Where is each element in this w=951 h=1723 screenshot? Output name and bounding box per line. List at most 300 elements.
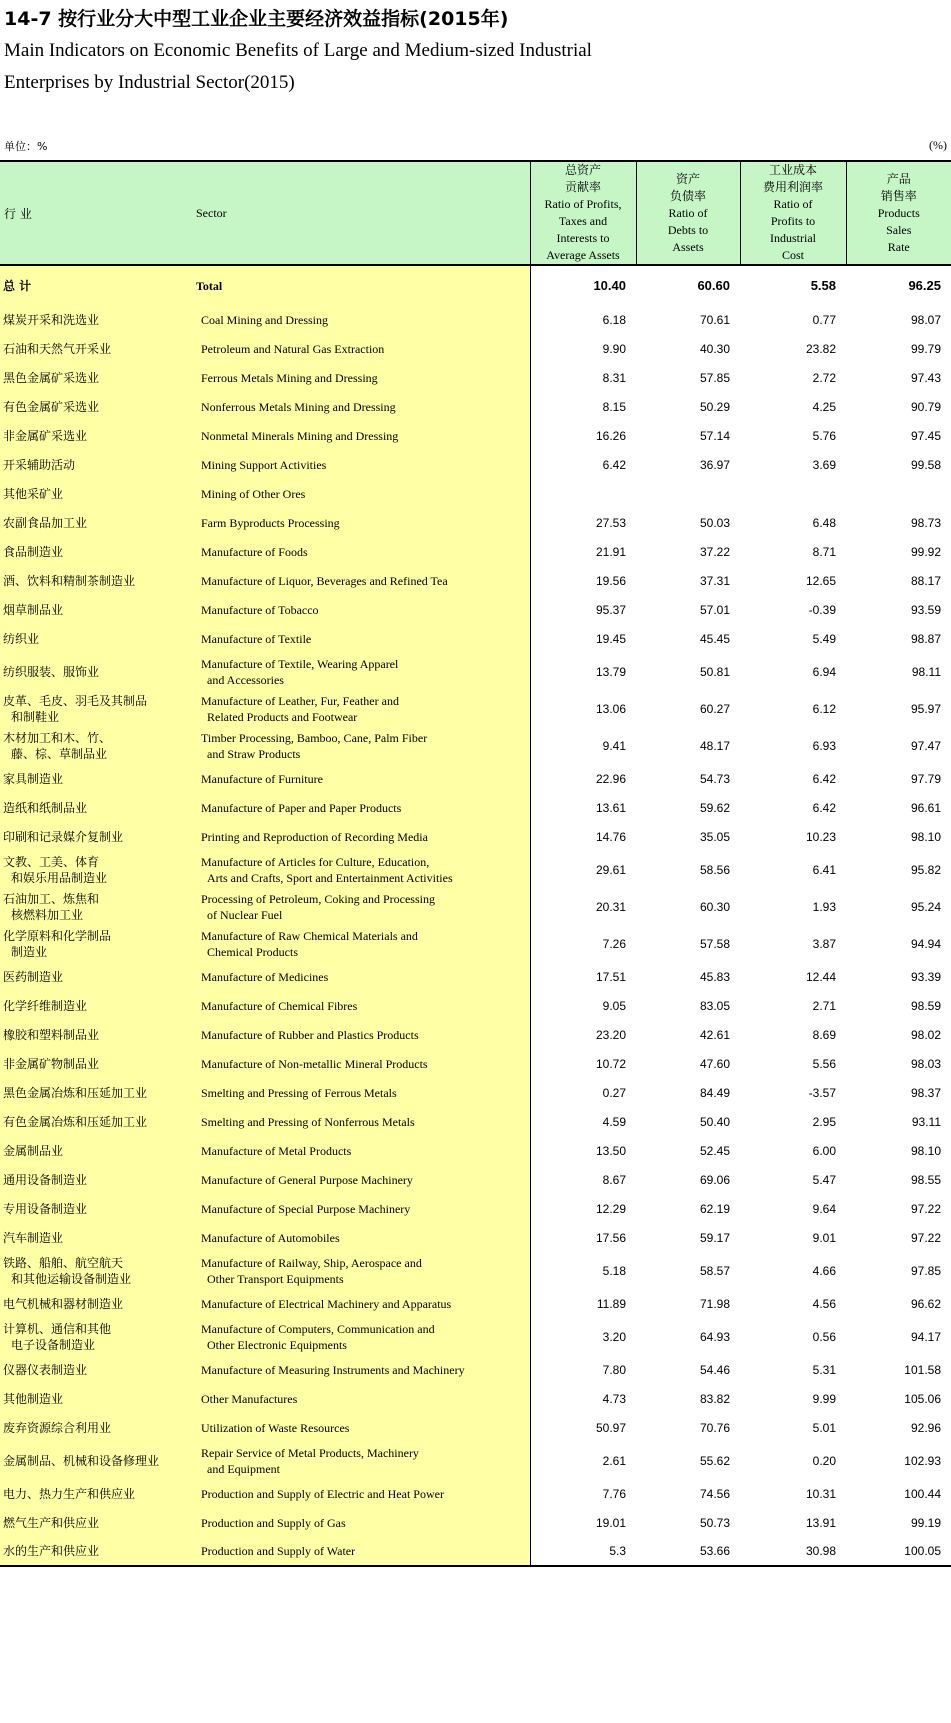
sector-name-en — [190, 851, 530, 888]
sector-name-en — [190, 1508, 530, 1537]
unit-label-cn: 单位：% — [4, 140, 48, 153]
industry-name-cn — [0, 1318, 190, 1355]
sector-name-en — [190, 624, 530, 653]
sales-rate-value: 92.96 — [910, 1420, 941, 1435]
sector-name-en-line: and Equipment — [207, 1461, 280, 1476]
sector-name-en — [190, 566, 530, 595]
total-assets-contribution-value: 7.76 — [602, 1486, 626, 1501]
debt-ratio-value: 50.81 — [699, 664, 730, 679]
industry-name-cn-line: 纺织业 — [3, 631, 40, 646]
sales-rate-value: 102.93 — [904, 1453, 941, 1468]
industry-name-cn-line: 藤、棕、草制品业 — [11, 746, 108, 761]
total-assets-contribution-value: 17.56 — [595, 1230, 626, 1245]
sector-name-en-line: Manufacture of Rubber and Plastics Products — [201, 1027, 419, 1042]
debt-ratio-value: 62.19 — [699, 1201, 730, 1216]
industry-name-cn — [0, 1442, 190, 1479]
total-assets-contribution-value: 7.80 — [602, 1362, 626, 1377]
sales-rate-value: 95.82 — [910, 862, 941, 877]
sector-name-en-line: Manufacture of Textile, Wearing Apparel — [201, 656, 399, 671]
industry-name-cn-line: 化学原料和化学制品 — [3, 928, 112, 943]
industry-name-cn-line: 医药制造业 — [3, 969, 64, 984]
cost-profit-ratio-value: 0.56 — [812, 1329, 836, 1344]
sector-name-en-line: Other Electronic Equipments — [207, 1337, 347, 1352]
sales-rate-value: 100.44 — [904, 1486, 941, 1501]
sales-rate-value: 97.43 — [910, 370, 941, 385]
sales-rate-value: 93.11 — [911, 1114, 941, 1129]
table-row — [0, 1355, 951, 1384]
industry-name-cn-line: 家具制造业 — [3, 771, 64, 786]
header-col2-en3: Assets — [672, 239, 704, 254]
industry-name-cn — [0, 1223, 190, 1252]
header-col4-cn2: 销售率 — [880, 188, 917, 203]
industry-name-cn-line: 电气机械和器材制造业 — [3, 1296, 124, 1311]
cost-profit-ratio-value: -0.39 — [808, 602, 836, 617]
industry-name-cn-line: 文教、工美、体育 — [3, 854, 100, 869]
sector-name-en-line: Manufacture of Tobacco — [201, 602, 319, 617]
total-assets-contribution-value: 14.76 — [595, 829, 626, 844]
industry-name-cn-line: 其他制造业 — [3, 1391, 64, 1406]
sector-name-en — [190, 793, 530, 822]
sales-rate-value: 93.39 — [910, 969, 941, 984]
cost-profit-ratio-value: 4.56 — [812, 1296, 836, 1311]
industry-name-cn-line: 造纸和纸制品业 — [3, 800, 88, 815]
header-debt-ratio — [636, 161, 740, 265]
sales-rate-value: 98.10 — [910, 829, 941, 844]
industry-name-cn — [0, 1384, 190, 1413]
cost-profit-ratio-value: 5.01 — [812, 1420, 836, 1435]
table-row — [0, 1289, 951, 1318]
industry-name-cn — [0, 653, 190, 690]
total-assets-contribution-value — [530, 479, 636, 508]
debt-ratio-value: 70.61 — [699, 312, 730, 327]
industry-name-cn-line: 和娱乐用品制造业 — [11, 870, 108, 885]
cost-profit-ratio-value: 10.31 — [805, 1486, 836, 1501]
header-sales-rate — [846, 161, 951, 265]
total-assets-contribution-value: 9.05 — [602, 998, 626, 1013]
total-assets-contribution-value: 17.51 — [595, 969, 626, 984]
header-cost-profit-ratio — [740, 161, 846, 265]
cost-profit-ratio-value — [740, 479, 846, 508]
total-assets-contribution-value: 19.45 — [595, 631, 626, 646]
total-assets-contribution-value: 13.50 — [595, 1143, 626, 1158]
sector-name-en-line: Coal Mining and Dressing — [201, 312, 328, 327]
debt-ratio-value: 84.49 — [699, 1085, 730, 1100]
cost-profit-ratio-value: 4.25 — [812, 399, 836, 414]
sector-name-en-line: Manufacture of Measuring Instruments and Machinery — [201, 1362, 465, 1377]
sector-name-en — [190, 822, 530, 851]
sales-rate-value: 95.97 — [910, 701, 941, 716]
table-row — [0, 1413, 951, 1442]
industry-name-cn — [0, 479, 190, 508]
table-row — [0, 566, 951, 595]
header-col2-cn2: 负债率 — [669, 188, 706, 203]
cost-profit-ratio-value: 12.65 — [805, 573, 836, 588]
sector-name-en — [190, 265, 530, 305]
debt-ratio-value: 53.66 — [636, 1537, 740, 1566]
sector-name-en-line: Manufacture of Furniture — [201, 771, 323, 786]
cost-profit-ratio-value: 30.98 — [740, 1537, 846, 1566]
total-assets-contribution-value: 27.53 — [595, 515, 626, 530]
table-row — [0, 1136, 951, 1165]
debt-ratio-value: 60.60 — [697, 278, 730, 293]
debt-ratio-value: 60.27 — [699, 701, 730, 716]
industry-name-cn — [0, 1252, 190, 1289]
industry-name-cn-line: 黑色金属冶炼和压延加工业 — [3, 1085, 148, 1100]
cost-profit-ratio-value: 6.94 — [812, 664, 836, 679]
table-row — [0, 653, 951, 690]
table-row — [0, 822, 951, 851]
cost-profit-ratio-value: 9.64 — [812, 1201, 836, 1216]
cost-profit-ratio-value: 13.91 — [805, 1515, 836, 1530]
debt-ratio-value: 35.05 — [699, 829, 730, 844]
total-assets-contribution-value: 9.90 — [602, 341, 626, 356]
table-row — [0, 925, 951, 962]
header-col2-en2: Debts to — [667, 222, 709, 237]
industry-name-cn-line: 核燃料加工业 — [11, 907, 84, 922]
cost-profit-ratio-value: 2.72 — [812, 370, 836, 385]
debt-ratio-value: 59.62 — [699, 800, 730, 815]
table-row — [0, 764, 951, 793]
sector-name-en-line: Manufacture of Electrical Machinery and Apparatus — [201, 1296, 452, 1311]
sector-name-en-line: Total — [196, 278, 223, 293]
cost-profit-ratio-value: 0.20 — [812, 1453, 836, 1468]
header-col3-en2: Profits to — [770, 214, 816, 228]
industry-name-cn-line: 和其他运输设备制造业 — [11, 1271, 132, 1286]
sector-name-en-line: Petroleum and Natural Gas Extraction — [201, 341, 385, 356]
industry-name-cn — [0, 764, 190, 793]
debt-ratio-value: 54.73 — [699, 771, 730, 786]
sector-name-en — [190, 1078, 530, 1107]
industry-name-cn — [0, 1165, 190, 1194]
header-col3-cn2: 费用利润率 — [762, 180, 823, 194]
cost-profit-ratio-value: 5.31 — [812, 1362, 836, 1377]
sales-rate-value: 97.79 — [910, 771, 941, 786]
industry-name-cn — [0, 421, 190, 450]
industry-name-cn-line: 烟草制品业 — [3, 602, 64, 617]
cost-profit-ratio-value: 23.82 — [805, 341, 836, 356]
total-assets-contribution-value: 6.42 — [602, 457, 626, 472]
cost-profit-ratio-value: 10.23 — [805, 829, 836, 844]
sales-rate-value: 105.06 — [904, 1391, 941, 1406]
industry-name-cn-line: 黑色金属矿采选业 — [3, 370, 100, 385]
sector-name-en — [190, 1384, 530, 1413]
sector-name-en-line: Arts and Crafts, Sport and Entertainment Activities — [207, 870, 453, 885]
sector-name-en — [190, 537, 530, 566]
debt-ratio-value: 48.17 — [699, 738, 730, 753]
sector-name-en — [190, 690, 530, 727]
sales-rate-value: 99.92 — [910, 544, 941, 559]
debt-ratio-value: 83.82 — [699, 1391, 730, 1406]
debt-ratio-value: 37.31 — [699, 573, 730, 588]
cost-profit-ratio-value: 2.71 — [812, 998, 836, 1013]
industry-name-cn-line: 水的生产和供应业 — [3, 1544, 100, 1558]
sales-rate-value: 100.05 — [846, 1537, 951, 1566]
debt-ratio-value — [636, 479, 740, 508]
sector-name-en-line: Mining of Other Ores — [201, 486, 306, 501]
table-row — [0, 1194, 951, 1223]
industry-name-cn — [0, 1136, 190, 1165]
sector-name-en-line: Manufacture of Textile — [201, 631, 312, 646]
table-row — [0, 1049, 951, 1078]
total-assets-contribution-value: 16.26 — [595, 428, 626, 443]
sector-name-en-line: Smelting and Pressing of Ferrous Metals — [201, 1085, 397, 1100]
total-assets-contribution-value: 6.18 — [602, 312, 626, 327]
industry-name-cn-line: 仪器仪表制造业 — [3, 1362, 88, 1377]
sector-name-en-line: Manufacture of Automobiles — [201, 1230, 340, 1245]
cost-profit-ratio-value: 3.69 — [812, 457, 836, 472]
total-assets-contribution-value: 5.3 — [530, 1537, 636, 1566]
table-row — [0, 508, 951, 537]
sector-name-en-line: Smelting and Pressing of Nonferrous Metals — [201, 1114, 415, 1129]
table-row — [0, 991, 951, 1020]
industry-name-cn-line: 制造业 — [11, 944, 48, 959]
sales-rate-value: 94.17 — [910, 1329, 941, 1344]
sales-rate-value: 90.79 — [910, 399, 941, 414]
header-col1-cn1: 总资产 — [564, 163, 601, 177]
table-row — [0, 851, 951, 888]
total-assets-contribution-value: 0.27 — [602, 1085, 626, 1100]
sector-name-en — [190, 1252, 530, 1289]
industry-name-cn-line: 石油加工、炼焦和 — [3, 891, 100, 906]
cost-profit-ratio-value: 5.49 — [812, 631, 836, 646]
total-assets-contribution-value: 3.20 — [602, 1329, 626, 1344]
table-row — [0, 962, 951, 991]
table-row — [0, 1384, 951, 1413]
total-assets-contribution-value: 8.67 — [602, 1172, 626, 1187]
sector-name-en-line: Chemical Products — [207, 944, 298, 959]
industry-name-cn — [0, 1508, 190, 1537]
total-assets-contribution-value: 2.61 — [602, 1453, 626, 1468]
industry-name-cn-line: 木材加工和木、竹、 — [3, 730, 112, 745]
table-row — [0, 450, 951, 479]
total-assets-contribution-value: 4.59 — [602, 1114, 626, 1129]
industry-name-cn — [0, 690, 190, 727]
header-col1-en4: Average Assets — [546, 248, 620, 262]
industry-name-cn-line: 非金属矿采选业 — [3, 428, 88, 443]
table-row — [0, 727, 951, 764]
total-assets-contribution-value: 12.29 — [595, 1201, 626, 1216]
sales-rate-value: 96.62 — [910, 1296, 941, 1311]
total-assets-contribution-value: 50.97 — [595, 1420, 626, 1435]
debt-ratio-value: 70.76 — [699, 1420, 730, 1435]
table-row — [0, 1318, 951, 1355]
industry-name-cn — [0, 1537, 190, 1566]
table-body — [0, 265, 951, 1566]
sector-name-en — [190, 392, 530, 421]
sector-name-en-line: Processing of Petroleum, Coking and Processing — [201, 891, 435, 906]
debt-ratio-value: 57.14 — [699, 428, 730, 443]
industry-name-cn — [0, 851, 190, 888]
sector-name-en-line: Nonmetal Minerals Mining and Dressing — [201, 428, 399, 443]
sector-name-en-line: Other Transport Equipments — [207, 1271, 344, 1286]
total-assets-contribution-value: 8.31 — [602, 370, 626, 385]
sector-name-en-line: Production and Supply of Water — [201, 1544, 356, 1558]
table-row — [0, 305, 951, 334]
sector-name-en-line: Manufacture of Special Purpose Machinery — [201, 1201, 411, 1216]
cost-profit-ratio-value: 6.93 — [812, 738, 836, 753]
industry-name-cn — [0, 727, 190, 764]
debt-ratio-value: 45.83 — [699, 969, 730, 984]
total-assets-contribution-value: 23.20 — [595, 1027, 626, 1042]
industry-name-cn — [0, 392, 190, 421]
industry-name-cn-line: 其他采矿业 — [3, 486, 64, 501]
debt-ratio-value: 57.01 — [699, 602, 730, 617]
cost-profit-ratio-value: 0.77 — [812, 312, 836, 327]
header-col1-en2: Taxes and — [558, 214, 608, 228]
industry-name-cn-line: 酒、饮料和精制茶制造业 — [3, 573, 136, 588]
header-col2-cn1: 资产 — [675, 171, 700, 186]
industry-name-cn — [0, 1479, 190, 1508]
industry-name-cn — [0, 537, 190, 566]
sales-rate-value: 97.45 — [910, 428, 941, 443]
table-row — [0, 1479, 951, 1508]
cost-profit-ratio-value: 9.01 — [812, 1230, 836, 1245]
industry-name-cn — [0, 624, 190, 653]
indicators-table — [0, 160, 951, 1567]
header-col1-en3: Interests to — [556, 231, 610, 245]
total-assets-contribution-value: 9.41 — [602, 738, 626, 753]
sales-rate-value: 96.61 — [910, 800, 941, 815]
debt-ratio-value: 59.17 — [699, 1230, 730, 1245]
total-assets-contribution-value: 10.72 — [595, 1056, 626, 1071]
sales-rate-value: 96.25 — [908, 278, 941, 293]
sales-rate-value: 97.22 — [910, 1201, 941, 1216]
debt-ratio-value: 50.73 — [699, 1515, 730, 1530]
debt-ratio-value: 83.05 — [699, 998, 730, 1013]
unit-label-en: (%) — [929, 138, 947, 152]
industry-name-cn-line: 总 计 — [3, 278, 32, 293]
sector-name-en-line: Manufacture of Non-metallic Mineral Products — [201, 1056, 428, 1071]
total-assets-contribution-value: 19.56 — [595, 573, 626, 588]
debt-ratio-value: 37.22 — [699, 544, 730, 559]
sector-name-en-line: Manufacture of Foods — [201, 544, 308, 559]
table-row — [0, 888, 951, 925]
industry-name-cn — [0, 305, 190, 334]
sector-name-en — [190, 1049, 530, 1078]
sales-rate-value: 97.47 — [910, 738, 941, 753]
sector-name-en — [190, 421, 530, 450]
industry-name-cn-line: 计算机、通信和其他 — [3, 1321, 112, 1336]
table-row — [0, 1252, 951, 1289]
industry-name-cn — [0, 1194, 190, 1223]
sales-rate-value: 98.10 — [910, 1143, 941, 1158]
debt-ratio-value: 58.57 — [699, 1263, 730, 1278]
sector-name-en-line: Farm Byproducts Processing — [201, 515, 340, 530]
sector-name-en — [190, 1413, 530, 1442]
industry-name-cn-line: 纺织服装、服饰业 — [3, 664, 100, 679]
debt-ratio-value: 42.61 — [699, 1027, 730, 1042]
industry-name-cn — [0, 595, 190, 624]
table-row — [0, 537, 951, 566]
sales-rate-value: 99.79 — [910, 341, 941, 356]
industry-name-cn-line: 电力、热力生产和供应业 — [3, 1486, 136, 1501]
cost-profit-ratio-value: 8.69 — [812, 1027, 836, 1042]
industry-name-cn — [0, 334, 190, 363]
header-col4-en1: Products — [877, 205, 920, 220]
sector-name-en — [190, 363, 530, 392]
sector-name-en-line: Production and Supply of Gas — [201, 1515, 346, 1530]
industry-name-cn — [0, 1020, 190, 1049]
industry-name-cn — [0, 363, 190, 392]
sales-rate-value: 99.58 — [910, 457, 941, 472]
table-row — [0, 421, 951, 450]
sector-name-en-line: Manufacture of Articles for Culture, Education, — [201, 854, 430, 869]
industry-name-cn-line: 橡胶和塑料制品业 — [3, 1027, 100, 1042]
table-title-en-line1: Main Indicators on Economic Benefits of Large and Medium-sized Industrial — [4, 40, 592, 61]
sector-name-en-line: Timber Processing, Bamboo, Cane, Palm Fiber — [201, 730, 428, 745]
sales-rate-value: 98.03 — [910, 1056, 941, 1071]
sector-name-en-line: Mining Support Activities — [201, 457, 327, 472]
total-assets-contribution-value: 21.91 — [595, 544, 626, 559]
cost-profit-ratio-value: 8.71 — [812, 544, 836, 559]
sales-rate-value: 97.85 — [910, 1263, 941, 1278]
header-col1-en1: Ratio of Profits, — [544, 197, 622, 211]
sales-rate-value: 99.19 — [910, 1515, 941, 1530]
debt-ratio-value: 52.45 — [699, 1143, 730, 1158]
industry-name-cn-line: 燃气生产和供应业 — [3, 1515, 100, 1530]
sales-rate-value: 94.94 — [910, 936, 941, 951]
debt-ratio-value: 64.93 — [699, 1329, 730, 1344]
sector-name-en — [190, 962, 530, 991]
industry-name-cn-line: 开采辅助活动 — [3, 457, 76, 472]
sales-rate-value: 97.22 — [910, 1230, 941, 1245]
total-assets-contribution-value: 19.01 — [595, 1515, 626, 1530]
sector-name-en-line: Manufacture of Leather, Fur, Feather and — [201, 693, 399, 708]
cost-profit-ratio-value: 1.93 — [812, 899, 836, 914]
header-industry-cn: 行 业 — [0, 161, 190, 265]
sector-name-en — [190, 508, 530, 537]
debt-ratio-value: 69.06 — [699, 1172, 730, 1187]
header-col2-en1: Ratio of — [668, 205, 708, 220]
sector-name-en-line: Manufacture of General Purpose Machinery — [201, 1172, 413, 1187]
total-assets-contribution-value: 13.06 — [595, 701, 626, 716]
sales-rate-value: 98.55 — [910, 1172, 941, 1187]
cost-profit-ratio-value: 6.48 — [812, 515, 836, 530]
debt-ratio-value: 47.60 — [699, 1056, 730, 1071]
sector-name-en — [190, 1020, 530, 1049]
sales-rate-value: 98.11 — [911, 664, 941, 679]
header-sector-en: Sector — [190, 161, 530, 265]
total-assets-contribution-value: 13.79 — [595, 664, 626, 679]
sector-name-en-line: Manufacture of Paper and Paper Products — [201, 800, 402, 815]
sector-name-en — [190, 1165, 530, 1194]
total-assets-contribution-value: 29.61 — [595, 862, 626, 877]
sales-rate-value: 98.87 — [910, 631, 941, 646]
sector-name-en — [190, 1355, 530, 1384]
industry-name-cn — [0, 962, 190, 991]
table-header — [0, 161, 951, 265]
table-title-en-line2: Enterprises by Industrial Sector(2015) — [4, 72, 295, 93]
table-title-cn: 14-7 按行业分大中型工业企业主要经济效益指标(2015年) — [4, 8, 509, 30]
debt-ratio-value: 45.45 — [699, 631, 730, 646]
industry-name-cn-line: 和制鞋业 — [11, 709, 60, 724]
table-row — [0, 1442, 951, 1479]
total-assets-contribution-value: 7.26 — [602, 936, 626, 951]
industry-name-cn-line: 皮革、毛皮、羽毛及其制品 — [3, 693, 148, 708]
cost-profit-ratio-value: 6.12 — [812, 701, 836, 716]
table-row — [0, 334, 951, 363]
debt-ratio-value: 40.30 — [699, 341, 730, 356]
industry-name-cn-line: 金属制品、机械和设备修理业 — [3, 1453, 160, 1468]
header-col4-cn1: 产品 — [886, 171, 911, 186]
table-row — [0, 392, 951, 421]
sector-name-en — [190, 1537, 530, 1566]
industry-name-cn-line: 食品制造业 — [3, 544, 64, 559]
header-col4-en2: Sales — [886, 222, 912, 237]
industry-name-cn — [0, 1413, 190, 1442]
sector-name-en — [190, 1136, 530, 1165]
debt-ratio-value: 50.03 — [699, 515, 730, 530]
